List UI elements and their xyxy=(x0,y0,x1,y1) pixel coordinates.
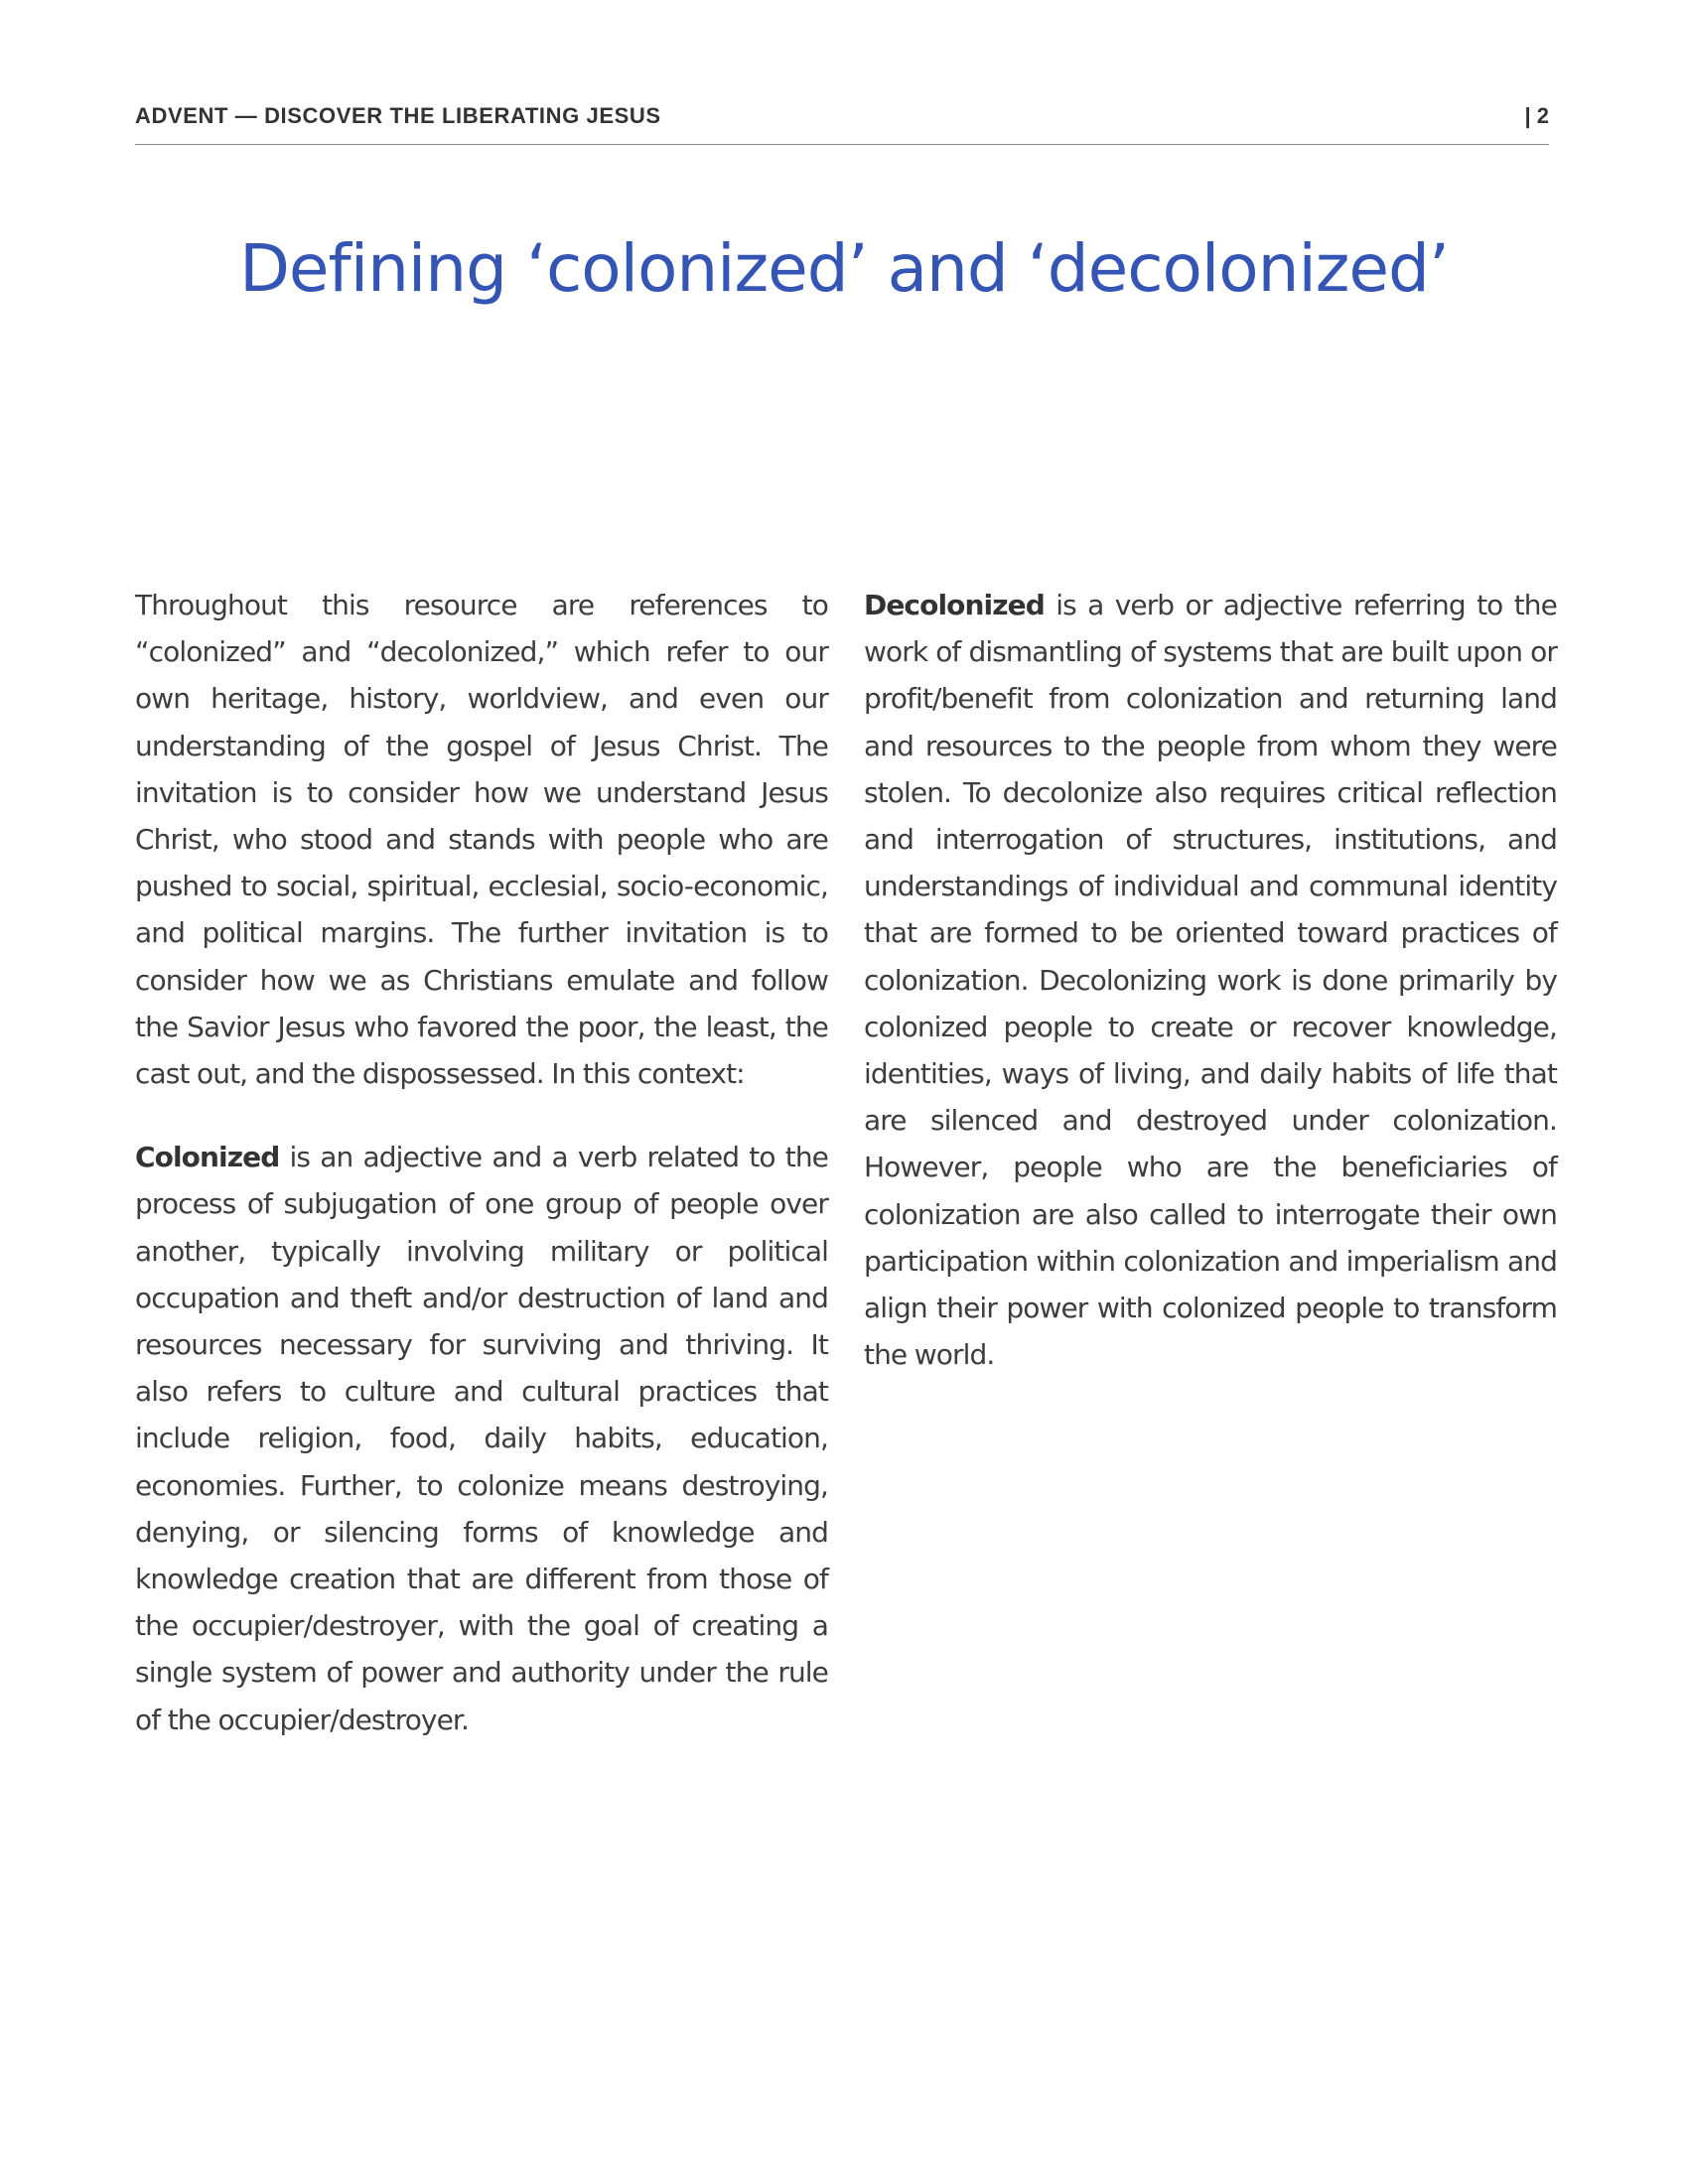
decolonized-paragraph xyxy=(864,582,1557,1378)
right-column xyxy=(864,582,1557,1378)
colonized-paragraph xyxy=(135,1134,828,1743)
running-title: ADVENT — DISCOVER THE LIBERATING JESUS xyxy=(135,103,661,128)
decolonized-definition: is a verb or adjective referring to the work of dismantling of systems that are built upon or profit/benefit from colonization and returning land and resources to the people from whom they were stolen. To decolonize also requires critical reflection and interrogation of structures, institutions, and understandings of individual and communal identity that are formed to be oriented toward practices of colonization. Decolonizing work is done primarily by colonized people to create or recover knowledge, identities, ways of living, and daily habits of life that are silenced and destroyed under colonization. However, people who are the beneficiaries of colonization are also called to interrogate their own participation within colonization and imperialism and align their power with colonized people to transform the world. xyxy=(864,589,1557,1372)
page-number: | 2 xyxy=(1524,103,1549,128)
intro-paragraph: Throughout this resource are references to “colonized” and “decolonized,” which refer to our own heritage, history, worldview, and even our understanding of the gospel of Jesus Christ. The invitation is to consider how we understand Jesus Christ, who stood and stands with people who are pushed to social, spiritual, ecclesial, socio-economic, and political margins. The further invitation is to consider how we as Christians emulate and follow the Savior Jesus who favored the poor, the least, the cast out, and the dispossessed. In this context: xyxy=(135,589,828,1091)
left-column xyxy=(135,582,828,1743)
colonized-definition: is an adjective and a verb related to the process of subjugation of one group of people over another, typically involving military or political occupation and theft and/or destruction of land and resources necessary for surviving and thriving. It also refers to culture and cultural practices that include religion, food, daily habits, education, economies. Further, to colonize means destroying, denying, or silencing forms of knowledge and knowledge creation that are different from those of the occupier/destroyer, with the goal of creating a single system of power and authority under the rule of the occupier/destroyer. xyxy=(135,1141,828,1736)
page-title: Defining ‘colonized’ and ‘decolonized’ xyxy=(239,230,1449,307)
page-header xyxy=(135,99,1549,145)
colonized-term: Colonized xyxy=(135,1141,280,1174)
decolonized-term: Decolonized xyxy=(864,589,1045,621)
